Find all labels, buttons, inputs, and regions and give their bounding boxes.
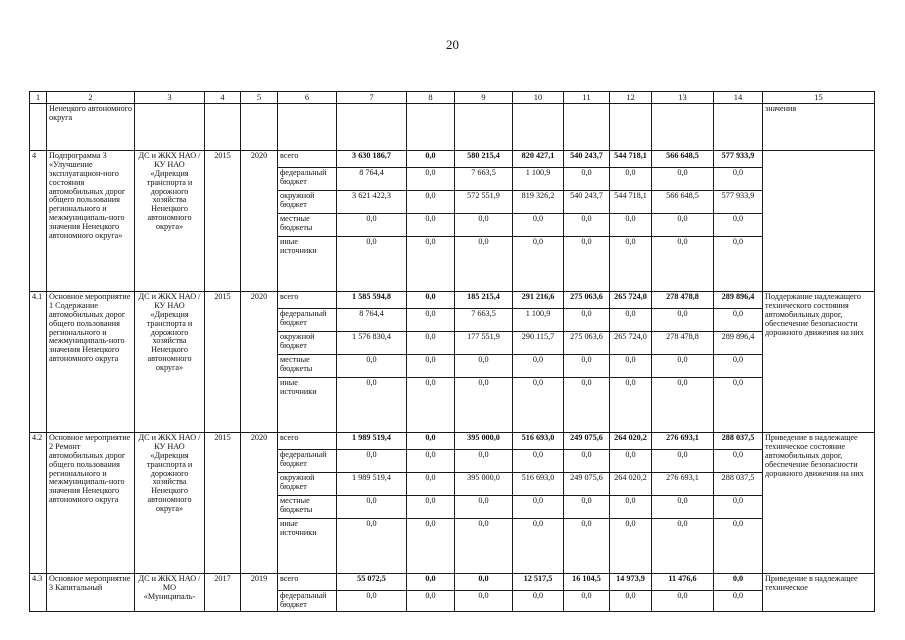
amount-cell: 0,0 [610, 214, 652, 237]
amount-cell: 0,0 [564, 237, 610, 292]
amount-cell: 0,0 [652, 591, 714, 612]
column-number-header: 14 [714, 92, 763, 104]
amount-cell: 249 075,6 [564, 433, 610, 450]
amount-cell: 820 427,1 [513, 151, 564, 168]
amount-cell: 264 020,2 [610, 433, 652, 450]
amount-cell: 1 989 519,4 [337, 433, 407, 450]
start-year-cell: 2017 [205, 574, 241, 612]
column-number-header: 4 [205, 92, 241, 104]
amount-cell: 0,0 [455, 355, 513, 378]
funding-source-cell: всего [278, 292, 337, 309]
amount-cell: 7 663,5 [455, 168, 513, 191]
amount-cell: 275 063,6 [564, 332, 610, 355]
column-number-header: 15 [763, 92, 875, 104]
amount-cell: 0,0 [610, 168, 652, 191]
amount-cell: 0,0 [714, 519, 763, 574]
amount-cell: 0,0 [337, 519, 407, 574]
amount-cell: 291 216,6 [513, 292, 564, 309]
amount-cell: 0,0 [714, 574, 763, 591]
amount-cell: 0,0 [564, 496, 610, 519]
amount-cell: 276 693,1 [652, 433, 714, 450]
amount-cell: 0,0 [407, 214, 455, 237]
start-year-cell: 2015 [205, 151, 241, 292]
table-row [30, 292, 875, 309]
amount-cell: 0,0 [564, 378, 610, 433]
amount-cell: 516 693,0 [513, 433, 564, 450]
amount-cell: 0,0 [652, 496, 714, 519]
amount-cell: 0,0 [652, 355, 714, 378]
program-finance-table [29, 91, 875, 612]
amount-cell: 0,0 [564, 214, 610, 237]
amount-cell: 0,0 [714, 237, 763, 292]
amount-cell: 276 693,1 [652, 473, 714, 496]
amount-cell: 0,0 [652, 378, 714, 433]
amount-cell: 544 718,1 [610, 151, 652, 168]
funding-source-cell: окружной бюджет [278, 473, 337, 496]
amount-cell: 1 576 830,4 [337, 332, 407, 355]
expected-result-cell: Приведение в надлежащее техническое [763, 574, 875, 612]
amount-cell: 0,0 [564, 168, 610, 191]
amount-cell: 544 718,1 [610, 191, 652, 214]
amount-cell: 278 478,8 [652, 292, 714, 309]
amount-cell: 0,0 [714, 168, 763, 191]
page-number: 20 [446, 37, 459, 52]
amount-cell: 177 551,9 [455, 332, 513, 355]
amount-cell: 1 100,9 [513, 309, 564, 332]
funding-source-cell: местные бюджеты [278, 496, 337, 519]
amount-cell: 265 724,0 [610, 292, 652, 309]
amount-cell: 0,0 [407, 378, 455, 433]
amount-cell: 0,0 [407, 168, 455, 191]
amount-cell: 0,0 [610, 378, 652, 433]
empty-cell [564, 104, 610, 151]
empty-cell [455, 104, 513, 151]
amount-cell: 3 621 422,3 [337, 191, 407, 214]
amount-cell: 572 551,9 [455, 191, 513, 214]
measure-name-cell: Основное мероприятие 3 Капитальный [47, 574, 135, 612]
column-number-header: 10 [513, 92, 564, 104]
empty-cell [241, 104, 278, 151]
amount-cell: 0,0 [407, 191, 455, 214]
amount-cell: 0,0 [610, 496, 652, 519]
amount-cell: 0,0 [455, 214, 513, 237]
amount-cell: 288 037,5 [714, 433, 763, 450]
row-number-cell [30, 104, 47, 151]
executor-cell: ДС и ЖКХ НАО / КУ НАО «Дирекция транспорта и дорожного хозяйства Ненецкого автономного округа» [135, 292, 205, 433]
funding-source-cell: всего [278, 574, 337, 591]
amount-cell: 288 037,5 [714, 473, 763, 496]
measure-name-cell: Ненецкого автономного округа [47, 104, 135, 151]
amount-cell: 0,0 [513, 519, 564, 574]
amount-cell: 0,0 [455, 591, 513, 612]
amount-cell: 0,0 [513, 237, 564, 292]
funding-source-cell: окружной бюджет [278, 332, 337, 355]
amount-cell: 0,0 [652, 237, 714, 292]
amount-cell: 11 476,6 [652, 574, 714, 591]
amount-cell: 0,0 [337, 237, 407, 292]
empty-cell [278, 104, 337, 151]
amount-cell: 12 517,5 [513, 574, 564, 591]
column-number-row [30, 92, 875, 104]
amount-cell: 0,0 [407, 151, 455, 168]
column-number-header: 12 [610, 92, 652, 104]
empty-cell [610, 104, 652, 151]
amount-cell: 289 896,4 [714, 332, 763, 355]
executor-cell: ДС и ЖКХ НАО / КУ НАО «Дирекция транспорта и дорожного хозяйства Ненецкого автономного округа» [135, 151, 205, 292]
column-number-header: 9 [455, 92, 513, 104]
funding-source-cell: федеральный бюджет [278, 168, 337, 191]
amount-cell: 0,0 [407, 574, 455, 591]
amount-cell: 265 724,0 [610, 332, 652, 355]
amount-cell: 0,0 [455, 574, 513, 591]
funding-source-cell: иные источники [278, 519, 337, 574]
executor-cell: ДС и ЖКХ НАО / МО «Муниципаль- [135, 574, 205, 612]
amount-cell: 3 630 186,7 [337, 151, 407, 168]
measure-name-cell: Основное мероприятие 2 Ремонт автомобильных дорог общего пользования регионального и межмуниципаль-ного значения Ненецкого автономного округа [47, 433, 135, 574]
continuation-row [30, 104, 875, 151]
amount-cell: 0,0 [513, 378, 564, 433]
expected-result-cell: Приведение в надлежащее техническое состояние автомобильных дорог, обеспечение безопасности дорожного движения на них [763, 433, 875, 574]
funding-source-cell: местные бюджеты [278, 214, 337, 237]
funding-source-cell: окружной бюджет [278, 191, 337, 214]
amount-cell: 0,0 [455, 378, 513, 433]
amount-cell: 577 933,9 [714, 151, 763, 168]
start-year-cell: 2015 [205, 292, 241, 433]
end-year-cell: 2020 [241, 292, 278, 433]
end-year-cell: 2020 [241, 151, 278, 292]
amount-cell: 55 072,5 [337, 574, 407, 591]
amount-cell: 0,0 [337, 378, 407, 433]
amount-cell: 249 075,6 [564, 473, 610, 496]
column-number-header: 1 [30, 92, 47, 104]
funding-source-cell: федеральный бюджет [278, 591, 337, 612]
column-number-header: 5 [241, 92, 278, 104]
amount-cell: 0,0 [652, 309, 714, 332]
empty-cell [337, 104, 407, 151]
executor-cell: ДС и ЖКХ НАО / КУ НАО «Дирекция транспорта и дорожного хозяйства Ненецкого автономного округа» [135, 433, 205, 574]
amount-cell: 0,0 [337, 496, 407, 519]
amount-cell: 8 764,4 [337, 168, 407, 191]
funding-source-cell: федеральный бюджет [278, 450, 337, 473]
amount-cell: 0,0 [714, 355, 763, 378]
amount-cell: 0,0 [455, 450, 513, 473]
amount-cell: 0,0 [407, 591, 455, 612]
amount-cell: 0,0 [652, 519, 714, 574]
column-number-header: 7 [337, 92, 407, 104]
amount-cell: 0,0 [407, 433, 455, 450]
funding-source-cell: иные источники [278, 237, 337, 292]
amount-cell: 1 585 594,8 [337, 292, 407, 309]
amount-cell: 0,0 [564, 519, 610, 574]
table-row [30, 151, 875, 168]
amount-cell: 395 000,0 [455, 433, 513, 450]
amount-cell: 0,0 [407, 237, 455, 292]
amount-cell: 0,0 [610, 519, 652, 574]
amount-cell: 0,0 [513, 591, 564, 612]
amount-cell: 278 478,8 [652, 332, 714, 355]
amount-cell: 0,0 [610, 355, 652, 378]
empty-cell [205, 104, 241, 151]
amount-cell: 0,0 [455, 237, 513, 292]
row-number-cell: 4.3 [30, 574, 47, 612]
end-year-cell: 2020 [241, 433, 278, 574]
amount-cell: 0,0 [407, 496, 455, 519]
amount-cell: 1 100,9 [513, 168, 564, 191]
column-number-header: 8 [407, 92, 455, 104]
amount-cell: 289 896,4 [714, 292, 763, 309]
amount-cell: 0,0 [337, 591, 407, 612]
empty-cell [135, 104, 205, 151]
amount-cell: 0,0 [407, 450, 455, 473]
amount-cell: 0,0 [652, 214, 714, 237]
measure-name-cell: Подпрограмма 3 «Улучшение эксплуатацион-ного состояния автомобильных дорог общего пользования регионального и межмуниципаль-ного значения Ненецкого автономного округа» [47, 151, 135, 292]
amount-cell: 0,0 [513, 355, 564, 378]
amount-cell: 0,0 [407, 309, 455, 332]
amount-cell: 0,0 [714, 378, 763, 433]
empty-cell [407, 104, 455, 151]
amount-cell: 7 663,5 [455, 309, 513, 332]
amount-cell: 0,0 [513, 214, 564, 237]
amount-cell: 0,0 [337, 450, 407, 473]
amount-cell: 540 243,7 [564, 191, 610, 214]
funding-source-cell: иные источники [278, 378, 337, 433]
column-number-header: 6 [278, 92, 337, 104]
amount-cell: 0,0 [714, 450, 763, 473]
amount-cell: 0,0 [564, 309, 610, 332]
amount-cell: 0,0 [407, 332, 455, 355]
amount-cell: 0,0 [455, 496, 513, 519]
amount-cell: 0,0 [407, 292, 455, 309]
amount-cell: 0,0 [407, 473, 455, 496]
amount-cell: 395 000,0 [455, 473, 513, 496]
amount-cell: 0,0 [610, 309, 652, 332]
amount-cell: 0,0 [714, 496, 763, 519]
amount-cell: 0,0 [714, 591, 763, 612]
table-row [30, 574, 875, 591]
column-number-header: 13 [652, 92, 714, 104]
amount-cell: 0,0 [513, 450, 564, 473]
amount-cell: 8 764,4 [337, 309, 407, 332]
amount-cell: 185 215,4 [455, 292, 513, 309]
expected-result-cell: значения [763, 104, 875, 151]
measure-name-cell: Основное мероприятие 1 Содержание автомобильных дорог общего пользования регионального и межмуниципаль-ного значения Ненецкого автономного округа [47, 292, 135, 433]
amount-cell: 0,0 [564, 450, 610, 473]
amount-cell: 0,0 [652, 450, 714, 473]
column-number-header: 3 [135, 92, 205, 104]
amount-cell: 1 989 519,4 [337, 473, 407, 496]
expected-result-cell: Поддержание надлежащего технического состояния автомобильных дорог, обеспечение безопасности дорожного движения на них [763, 292, 875, 433]
amount-cell: 0,0 [455, 519, 513, 574]
amount-cell: 516 693,0 [513, 473, 564, 496]
empty-cell [513, 104, 564, 151]
amount-cell: 14 973,9 [610, 574, 652, 591]
amount-cell: 819 326,2 [513, 191, 564, 214]
amount-cell: 0,0 [610, 237, 652, 292]
amount-cell: 580 215,4 [455, 151, 513, 168]
row-number-cell: 4 [30, 151, 47, 292]
amount-cell: 0,0 [337, 214, 407, 237]
empty-cell [714, 104, 763, 151]
amount-cell: 0,0 [564, 591, 610, 612]
amount-cell: 0,0 [337, 355, 407, 378]
empty-cell [652, 104, 714, 151]
end-year-cell: 2019 [241, 574, 278, 612]
amount-cell: 0,0 [564, 355, 610, 378]
amount-cell: 264 020,2 [610, 473, 652, 496]
row-number-cell: 4.1 [30, 292, 47, 433]
amount-cell: 566 648,5 [652, 191, 714, 214]
funding-source-cell: всего [278, 151, 337, 168]
amount-cell: 540 243,7 [564, 151, 610, 168]
amount-cell: 0,0 [407, 355, 455, 378]
funding-source-cell: всего [278, 433, 337, 450]
amount-cell: 0,0 [407, 519, 455, 574]
start-year-cell: 2015 [205, 433, 241, 574]
expected-result-cell [763, 151, 875, 292]
amount-cell: 0,0 [652, 168, 714, 191]
column-number-header: 11 [564, 92, 610, 104]
amount-cell: 0,0 [610, 450, 652, 473]
row-number-cell: 4.2 [30, 433, 47, 574]
amount-cell: 290 115,7 [513, 332, 564, 355]
amount-cell: 566 648,5 [652, 151, 714, 168]
funding-source-cell: федеральный бюджет [278, 309, 337, 332]
amount-cell: 577 933,9 [714, 191, 763, 214]
column-number-header: 2 [47, 92, 135, 104]
funding-source-cell: местные бюджеты [278, 355, 337, 378]
amount-cell: 0,0 [513, 496, 564, 519]
amount-cell: 275 063,6 [564, 292, 610, 309]
amount-cell: 0,0 [714, 214, 763, 237]
amount-cell: 0,0 [714, 309, 763, 332]
amount-cell: 16 104,5 [564, 574, 610, 591]
amount-cell: 0,0 [610, 591, 652, 612]
table-row [30, 433, 875, 450]
